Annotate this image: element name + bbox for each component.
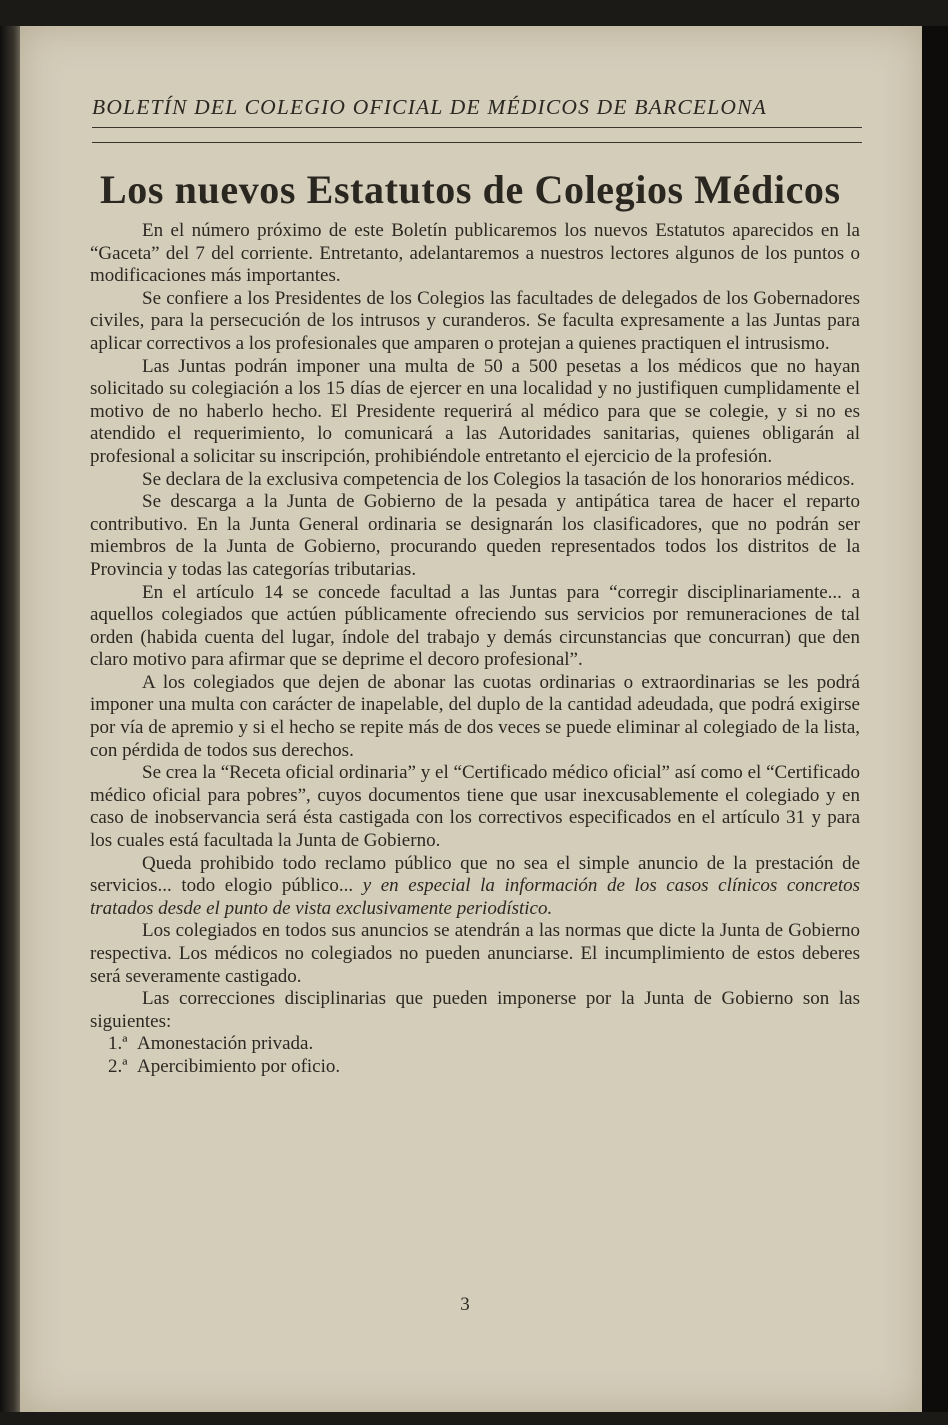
- list-text: Apercibimiento por oficio.: [137, 1055, 341, 1077]
- book-spine: [0, 26, 20, 1412]
- italic-text: y en especial la información de los casos clínicos concretos tratados desde el punto de vista exclusivamente periodístico.: [90, 875, 860, 919]
- paragraph: En el número próximo de este Boletín publicaremos los nuevos Estatutos aparecidos en la “Gaceta” del 7 del corriente. Entretanto, adelantaremos a nuestros lectores algunos de los puntos o modificaciones más importantes.: [90, 220, 860, 287]
- paragraph: [90, 853, 860, 921]
- page-number: 3: [460, 1294, 470, 1315]
- list-item: [90, 1056, 860, 1079]
- header-rule-double: [92, 142, 862, 143]
- paragraph: Se confiere a los Presidentes de los Colegios las facultades de delegados de los Gobernadores civiles, para la persecución de los intrusos y curanderos. Se faculta expresamente a las Juntas para aplicar correctivos a los profesionales que amparen o protejan a quienes practiquen el intrusismo.: [90, 287, 860, 354]
- paragraph-text: Queda prohibido todo reclamo público que no sea el simple anuncio de la prestación de servicios... todo elogio público...: [90, 852, 860, 897]
- running-head: BOLETÍN DEL COLEGIO OFICIAL DE MÉDICOS DE BARCELONA: [92, 95, 767, 119]
- header-rule: [92, 127, 862, 128]
- list-marker: 1.ª: [108, 1033, 128, 1055]
- paragraph: Las correcciones disciplinarias que pueden imponerse por la Junta de Gobierno son las siguientes:: [90, 988, 860, 1032]
- paragraph: Los colegiados en todos sus anuncios se atendrán a las normas que dicte la Junta de Gobierno respectiva. Los médicos no colegiados no pueden anunciarse. El incumplimiento de estos deberes será severamente castigado.: [90, 920, 860, 987]
- paragraph: Se declara de la exclusiva competencia de los Colegios la tasación de los honorarios médicos.: [142, 468, 855, 490]
- paragraph: Se descarga a la Junta de Gobierno de la pesada y antipática tarea de hacer el reparto contributivo. En la Junta General ordinaria se designarán los clasificadores, que no podrán ser miembros de la Junta de Gobierno, procurando queden representados todos los distritos de la Provincia y todas las categorías tributarias.: [90, 491, 860, 580]
- paragraph: En el artículo 14 se concede facultad a las Juntas para “corregir disciplinariamente... a aquellos colegiados que actúen públicamente ofreciendo sus servicios por remuneraciones de tal orden (habida cuenta del lugar, índole del trabajo y demás circunstancias que concurran) que den claro motivo para afirmar que se deprime el decoro profesional”.: [90, 581, 860, 671]
- list-text: Amonestación privada.: [137, 1033, 314, 1055]
- list-marker: 2.ª: [108, 1055, 128, 1077]
- paragraph: Se crea la “Receta oficial ordinaria” y el “Certificado médico oficial” así como el “Certificado médico oficial para pobres”, cuyos documentos tiene que usar inexcusablemente el colegiado y en caso de inobservancia será ésta castigada con los correctivos especificados en el artículo 31 y para los cuales está facultada la Junta de Gobierno.: [90, 762, 860, 852]
- page-edge: [922, 26, 948, 1412]
- article-title: Los nuevos Estatutos de Colegios Médicos: [100, 167, 841, 212]
- paragraph: A los colegiados que dejen de abonar las cuotas ordinarias o extraordinarias se les podrá imponer una multa con carácter de inapelable, del duplo de la cantidad adeudada, que podrá exigirse por vía de apremio y si el hecho se repite más de dos veces se puede eliminar al colegiado de la lista, con pérdida de todos sus derechos.: [90, 671, 860, 761]
- article-body: [90, 220, 860, 1079]
- list-item: [90, 1033, 860, 1056]
- paragraph: Las Juntas podrán imponer una multa de 50 a 500 pesetas a los médicos que no hayan solicitado su colegiación a los 15 días de ejercer en una localidad y no justifiquen cumplidamente el motivo de no haberlo hecho. El Presidente requerirá al médico para que se colegie, y si no es atendido el requerimiento, lo comunicará a las Autoridades sanitarias, quienes obligarán al profesional a solicitar su inscripción, prohibiéndole entretanto el ejercicio de la profesión.: [90, 355, 860, 467]
